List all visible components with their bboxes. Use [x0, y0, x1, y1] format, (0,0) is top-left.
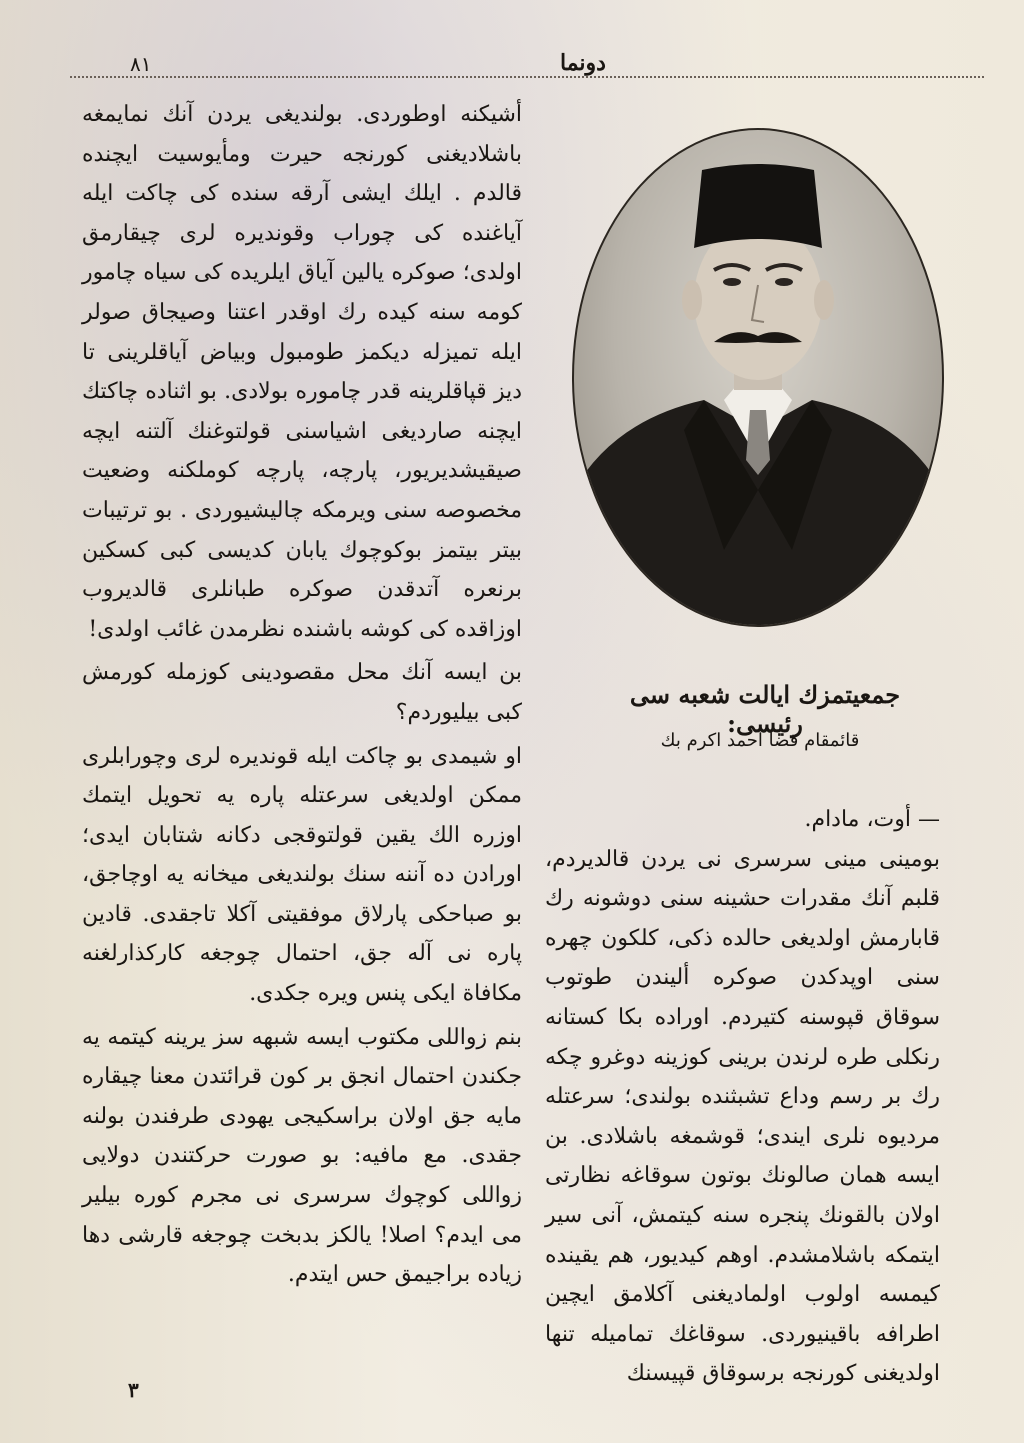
paragraph: أشيكنه اوطوردى. بولنديغى يردن آنك نمايمغه باشلاديغنى كورنجه حيرت ومأيوسيت ايچنده قالدم . ايلك ايشى آرقه سنده كى چاكت ايله آياغنده كى چوراب وقونديره لرى چيقارمق اولدى؛ صوكره يالين آياق ايلريده كى سياه چامور كومه سنه كيده رك اوقدر اعتنا وصيجاق صولر ايله تميزله ديكمز طومبول وبياض آياقلرينى تا ديز قپاقلرينه قدر چاموره بولادى. بو اثناده چاكتك ايچنه صارديغى اشياسنى قولتوغنك آلتنه ايچه صيقيشديريور، پارچه، پارچه كوملكنه وضعيت مخصوصه سنى ويرمكه چاليشيوردى . بو ترتيبات بيتر بيتمز بوكوچوك يابان كديسى كبى كسكين برنعره آتدقدن صوكره طبانلرى قالديروب اوزاقده كى كوشه باشنده نظرمدن غائب اولدى!: [82, 102, 522, 642]
portrait-illustration: [574, 130, 942, 625]
page-header: [70, 40, 984, 80]
text-column-left: [545, 800, 940, 1394]
paragraph: بنم زواللى مكتوب ايسه شبهه سز يرينه كيتمه يه جكندن احتمال انجق بر كون قرائتدن معنا چيقاره مايه جق اولان براسكيجى يهودى طرفندن بولنه جقدى. مع مافيه: بو صورت حركتندن دولايى زواللى كوچوك سرسرى نى مجرم كوره بيلير مى ايدم؟ اصلا! يالكز بدبخت چوجغه قارشى دها زياده براجيمق حس ايتدم.: [82, 1024, 522, 1288]
header-dotted-rule: [70, 76, 984, 78]
signature-mark: ٣: [128, 1378, 139, 1402]
portrait-photo: [572, 128, 944, 627]
running-title: دونما: [560, 50, 606, 76]
text-column-right: [82, 95, 522, 1295]
page-number: ٨١: [130, 52, 152, 76]
paragraph: بن ايسه آنك محل مقصودينى كوزمله كورمش كبى بيليوردم؟: [82, 660, 522, 725]
paragraph: او شيمدى بو چاكت ايله قونديره لرى وچورابلرى ممكن اولديغى سرعتله پاره يه تحويل ايتمك اوزره الك يقين قولتوقجى دكانه شتابان ايدى؛ اورادن ده آننه سنك بولنديغى ميخانه يه اوچاجق، بو صباحكى پارلاق موفقيتى آكلا تاجقدى. قادين پاره نى آله جق، احتمال چوجغه كاركذارلغنه مكافاة ايكى پنس ويره جكدى.: [82, 743, 522, 1007]
paragraph: بومينى مينى سرسرى نى يردن قالديردم، قلبم آنك مقدرات حشينه سنى دوشونه رك قابارمش اولديغى حالده ذكى، كلكون چهره سنى اوپدكدن صوكره أليندن طوتوب سوقاق قپوسنه كتيردم. اوراده بكا كستانه رنكلى طره لرندن برينى كوزينه دوغرو چكه رك بر رسم وداع تشبثنده بولندى؛ سرعتله مرديوه نلرى ايندى؛ قوشمغه باشلادى. بن ايسه همان صالونك بوتون سوقاغه نظارتى اولان بالقونك پنجره سنه كيتمش، آنى سير ايتمكه باشلامشدم. اوهم كيديور، هم يقينده كيمسه اولوب اولماديغنى آكلامق ايچين اطرافه باقينيوردى. سوقاغك تماميله تنها اولديغنى كورنجه برسوقاق قپيسنك: [545, 846, 940, 1387]
portrait-caption-title: جمعيتمزك ايالت شعبه سى رئيسى:: [629, 680, 901, 738]
paragraph: — أوت، مادام.: [804, 807, 940, 832]
portrait-caption-subtitle: قائمقام قضا احمد اكرم بك: [660, 730, 860, 751]
